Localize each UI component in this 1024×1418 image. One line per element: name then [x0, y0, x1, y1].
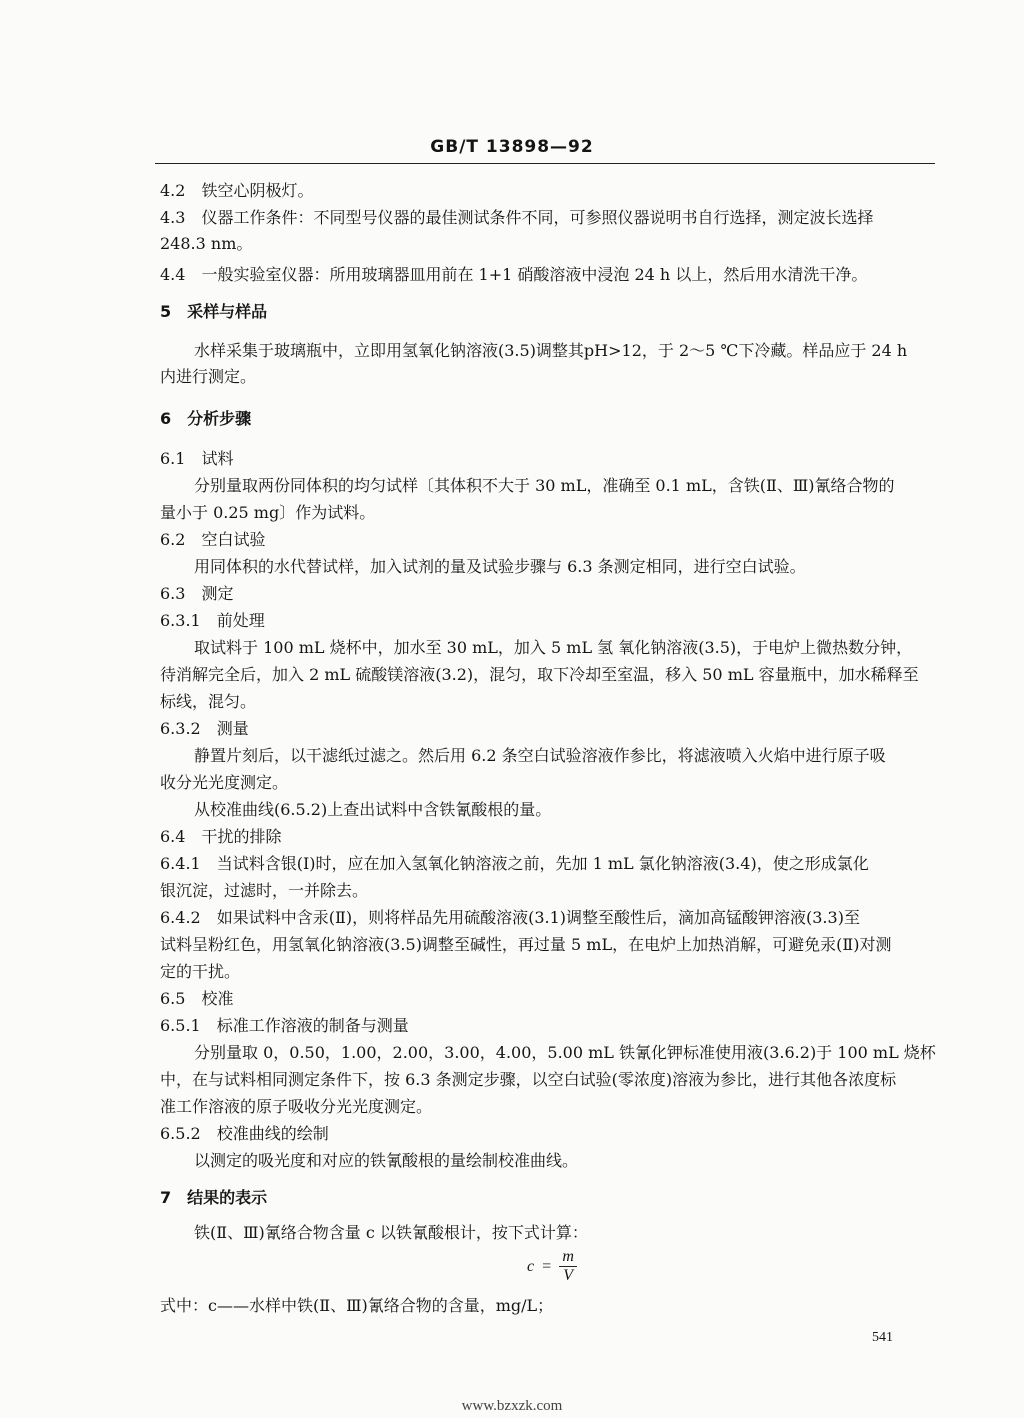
standard-number-header: GB/T 13898—92 — [430, 137, 594, 157]
clause-text: 如果试料中含汞(Ⅱ)，则将样品先用硫酸溶液(3.1)调整至酸性后，滴加高锰酸钾溶液(3.3)至 — [216, 908, 860, 927]
clause-number: 6.5 — [160, 989, 186, 1008]
section-title: 采样与样品 — [187, 302, 268, 321]
clause-4-3-cont: 248.3 nm。 — [160, 234, 253, 253]
section-5-text-cont: 内进行测定。 — [160, 367, 257, 386]
clause-6-3-1-text-cont2: 标线，混匀。 — [160, 692, 257, 711]
clause-number: 6.5.1 — [160, 1016, 201, 1035]
clause-6-3-2-heading — [160, 718, 249, 740]
clause-6-3-2-text-cont: 收分光光度测定。 — [160, 773, 289, 792]
clause-title: 标准工作溶液的制备与测量 — [216, 1016, 409, 1035]
clause-title: 测量 — [216, 719, 249, 738]
clause-title: 校准曲线的绘制 — [216, 1124, 329, 1143]
formula-where-line: 式中：c——水样中铁(Ⅱ、Ⅲ)氰络合物的含量，mg/L； — [160, 1296, 554, 1315]
clause-number: 6.3.1 — [160, 611, 201, 630]
clause-number: 6.3.2 — [160, 719, 201, 738]
clause-6-4-2 — [160, 907, 860, 929]
clause-6-5-1-text: 分别量取 0，0.50，1.00，2.00，3.00，4.00，5.00 mL 铁氰化钾标准使用液(3.6.2)于 100 mL 烧杯 — [194, 1043, 936, 1062]
section-title: 分析步骤 — [187, 409, 252, 428]
section-number: 5 — [160, 302, 172, 321]
clause-number: 6.4 — [160, 827, 186, 846]
formula-denominator: V — [563, 1267, 574, 1284]
clause-6-5-1-text-cont: 中，在与试料相同测定条件下，按 6.3 条测定步骤，以空白试验(零浓度)溶液为参比，进行其他各浓度标 — [160, 1070, 897, 1089]
clause-6-5-2-text: 以测定的吸光度和对应的铁氰酸根的量绘制校准曲线。 — [194, 1151, 579, 1170]
clause-6-3-2-text-2: 从校准曲线(6.5.2)上查出试料中含铁氰酸根的量。 — [194, 800, 552, 819]
clause-text: 当试料含银(Ⅰ)时，应在加入氢氧化钠溶液之前，先加 1 mL 氯化钠溶液(3.4)，使之形成氯化 — [216, 854, 869, 873]
clause-6-3-1-text: 取试料于 100 mL 烧杯中，加水至 30 mL，加入 5 mL 氢 氧化钠溶液(3.5)，于电炉上微热数分钟， — [194, 638, 913, 657]
section-title: 结果的表示 — [187, 1188, 268, 1207]
formula-numerator: m — [562, 1248, 574, 1265]
formula-equals: = — [542, 1257, 552, 1275]
clause-text: 一般实验室仪器：所用玻璃器皿用前在 1+1 硝酸溶液中浸泡 24 h 以上，然后用水清洗干净。 — [201, 265, 868, 284]
formula-fraction — [559, 1249, 577, 1284]
clause-6-5-1-text-cont2: 准工作溶液的原子吸收分光光度测定。 — [160, 1097, 433, 1116]
concentration-formula — [527, 1249, 577, 1284]
clause-6-3-heading — [160, 583, 233, 605]
section-5-heading — [160, 301, 267, 323]
clause-6-3-1-text-cont: 待消解完全后，加入 2 mL 硫酸镁溶液(3.2)，混匀，取下冷却至室温，移入 50 mL 容量瓶中，加水稀释至 — [160, 665, 919, 684]
clause-title: 空白试验 — [201, 530, 266, 549]
formula-lhs: c — [527, 1257, 535, 1275]
clause-number: 4.3 — [160, 208, 186, 227]
clause-6-4-1-cont: 银沉淀，过滤时，一并除去。 — [160, 881, 369, 900]
clause-number: 4.4 — [160, 265, 186, 284]
clause-number: 6.4.1 — [160, 854, 201, 873]
section-number: 7 — [160, 1188, 172, 1207]
watermark-url: www.bzxzk.com — [461, 1398, 563, 1414]
clause-number: 6.1 — [160, 449, 186, 468]
clause-number: 6.4.2 — [160, 908, 201, 927]
clause-number: 4.2 — [160, 181, 186, 200]
section-number: 6 — [160, 409, 172, 428]
clause-6-4-2-cont: 试料呈粉红色，用氢氧化钠溶液(3.5)调整至碱性，再过量 5 mL，在电炉上加热消解，可避免汞(Ⅱ)对测 — [160, 935, 892, 954]
header-rule — [155, 163, 935, 164]
section-7-text: 铁(Ⅱ、Ⅲ)氰络合物含量 c 以铁氰酸根计，按下式计算： — [194, 1223, 588, 1242]
clause-title: 测定 — [201, 584, 234, 603]
clause-6-1-heading — [160, 448, 233, 470]
clause-6-2-heading — [160, 529, 265, 551]
clause-4-2 — [160, 180, 313, 202]
clause-title: 干扰的排除 — [201, 827, 282, 846]
clause-number: 6.2 — [160, 530, 186, 549]
clause-6-1-text-cont: 量小于 0.25 mg〕作为试料。 — [160, 503, 376, 522]
clause-4-3 — [160, 207, 873, 229]
section-7-heading — [160, 1187, 267, 1209]
clause-6-5-2-heading — [160, 1123, 329, 1145]
page-number: 541 — [872, 1330, 893, 1345]
section-6-heading — [160, 408, 251, 430]
clause-title: 校准 — [201, 989, 234, 1008]
clause-6-4-1 — [160, 853, 869, 875]
clause-title: 试料 — [201, 449, 234, 468]
clause-6-3-2-text: 静置片刻后，以干滤纸过滤之。然后用 6.2 条空白试验溶液作参比，将滤液喷入火焰中进行原子吸 — [194, 746, 886, 765]
clause-6-4-2-cont2: 定的干扰。 — [160, 962, 241, 981]
clause-text: 仪器工作条件：不同型号仪器的最佳测试条件不同，可参照仪器说明书自行选择，测定波长选择 — [201, 208, 874, 227]
clause-number: 6.5.2 — [160, 1124, 201, 1143]
clause-number: 6.3 — [160, 584, 186, 603]
clause-6-2-text: 用同体积的水代替试样，加入试剂的量及试验步骤与 6.3 条测定相同，进行空白试验。 — [194, 557, 806, 576]
clause-4-4 — [160, 264, 867, 286]
clause-6-5-heading — [160, 988, 233, 1010]
clause-6-1-text: 分别量取两份同体积的均匀试样〔其体积不大于 30 mL，准确至 0.1 mL，含铁(Ⅱ、Ⅲ)氰络合物的 — [194, 476, 895, 495]
clause-6-5-1-heading — [160, 1015, 409, 1037]
clause-6-3-1-heading — [160, 610, 265, 632]
clause-title: 前处理 — [216, 611, 265, 630]
clause-6-4-heading — [160, 826, 281, 848]
section-5-text: 水样采集于玻璃瓶中，立即用氢氧化钠溶液(3.5)调整其pH>12，于 2～5 ℃下冷藏。样品应于 24 h — [194, 341, 908, 360]
clause-text: 铁空心阴极灯。 — [201, 181, 314, 200]
